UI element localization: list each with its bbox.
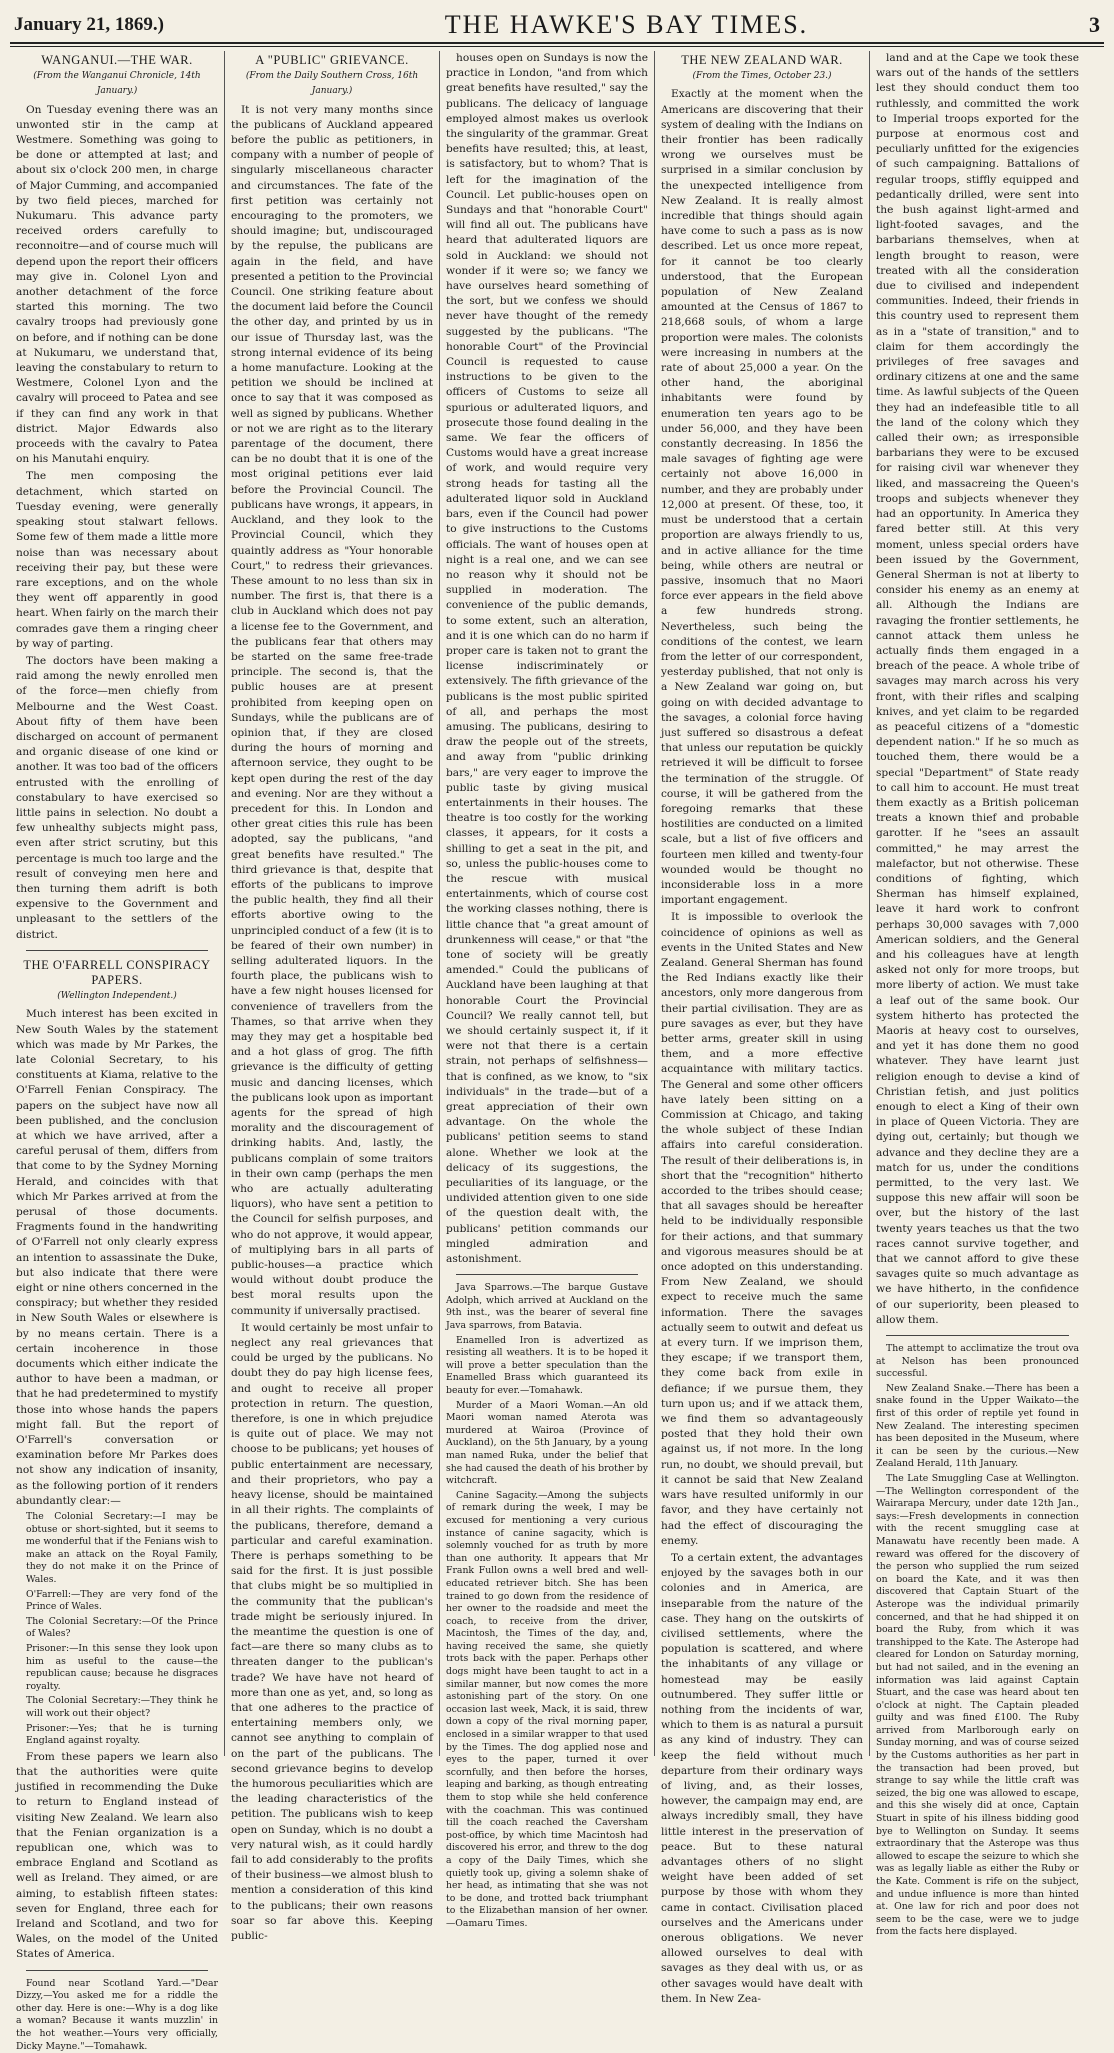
article-source: (Wellington Independent.): [57, 991, 177, 1002]
paragraph: The men composing the detachment, which started on Tuesday evening, were generally speaking stout stalwart fellows. Some few of them made a little more noise than was necessary about receiving their pay, but these were rare exceptions, and on the whole they went off apparently in good heart. When fairly on the march their comrades gave them a ringing cheer by way of parting.: [16, 470, 218, 650]
paragraph: Exactly at the moment when the Americans are discovering that their system of dealing with the Indians on their frontier has been radically wrong we ourselves must be surprised in a similar conclusion by the unexpected intelligence from New Zealand. It is really almost incredible that things should again have come to such a pass as is now described. Let us once more repeat, for it cannot be too clearly understood, that the European population of New Zealand amounted at the Census of 1867 to 218,668 souls, of whom a large proportion were males. The colonists were increasing in numbers at the rate of about 25,000 a year. On the other hand, the aboriginal inhabitants were found by enumeration ten years ago to be under 56,000, and they have been constantly decreasing. In 1856 the male savages of fighting age were certainly not above 16,000 in number, and they are probably under 12,000 at present. Of these, too, it must be understood that a certain proportion are always friendly to us, and in active alliance for the time being, while others are neutral or passive, insomuch that no Maori force ever appears in the field above a few hundreds strong. Nevertheless, such being the conditions of the contest, we learn from the letter of our correspondent, yesterday published, that not only is a New Zealand war going on, but going on with decided advantage to the savages, a colonial force having just suffered so disastrous a defeat that unless our reputation be quickly retrieved it will be difficult to forsee the termination of the struggle. Of course, it will be gathered from the foregoing remarks that these hostilities are conducted on a limited scale, but a list of five officers and fourteen men killed and twenty-four wounded would be thought no inconsiderable loss in a more important engagement.: [661, 88, 863, 907]
dialogue-line: The Colonial Secretary:—They think he will work out their object?: [26, 1695, 218, 1719]
article-headline: THE NEW ZEALAND WAR.: [681, 53, 843, 67]
news-item: New Zealand Snake.—There has been a snake found in the Upper Waikato—the first of this order of reptile yet found in New Zealand. The interesting specimen has been deposited in the Museum, where it can be seen by the curious.—New Zealand Herald, 11th January.: [876, 1382, 1079, 1470]
news-item: The attempt to acclimatize the trout ova at Nelson has been pronounced successful.: [876, 1343, 1079, 1380]
dialogue-line: O'Farrell:—They are very fond of the Prince of Wales.: [26, 1588, 218, 1613]
newspaper-title: THE HAWKE'S BAY TIMES.: [444, 10, 809, 39]
article-divider: [886, 1335, 1069, 1336]
dialogue-excerpt: [16, 1511, 218, 1748]
paragraph: It is impossible to overlook the coincidence of opinions as well as events in the United States and New Zealand. General Sherman has found the Red Indians exactly like their ancestors, only more dangerous from their partial civilisation. They are as pure savages as ever, but they have better arms, greater skill in using them, and a more effective acquaintance with military tactics. The General and some other officers have lately been sitting on a Commission at Chicago, and taking the whole subject of these Indian affairs into careful consideration. The result of their deliberations is, in short that the "recognition" hitherto accorded to the tribes should cease; that all savages should be hereafter held to be individually responsible for their actions, and that summary and vigorous measures should be at once adopted on this understanding. From New Zealand, we should expect to receive much the same information. There the savages actually seem to outwit and defeat us at every turn. If we imprison them, they escape; if we transport them, they come back from exile in defiance; if we pursue them, they turn upon us; and if we attack them, we find them so advantageously posted that they hold their own against us, if not more. In the long run, no doubt, we should prevail, but it cannot be said that New Zealand wars have resulted uniformly in our favor, and they have certainly not had the effect of discouraging the enemy.: [661, 911, 863, 1547]
news-item: Enamelled Iron is advertized as resisting all weathers. It is to be hoped it will prove a better speculation than the Enamelled Brass which guaranteed its beauty for ever.—Tomahawk.: [446, 1334, 648, 1396]
paragraph: It is not very many months since the publicans of Auckland appeared before the public as petitioners, in company with a number of people of singularly miscellaneous character and circumstances. The fate of the first petition was certainly not encouraging to the promoters, we should imagine; but, undiscouraged by the repulse, the publicans are again in the field, and have presented a petition to the Provincial Council. One striking feature about the document laid before the Council the other day, and printed by us in our issue of Thursday last, was the strong internal evidence of its being a home manufacture. Looking at the petition we should be inclined at once to say that it was composed as well as signed by publicans. Whether or not we are right as to the literary parentage of the document, there can be no doubt that it is one of the most original petitions ever laid before the Provincial Council. The publicans have wrongs, it appears, in Auckland, and they look to the Provincial Council, which they quaintly address as "Your honorable Court," to redress their grievances. These amount to no less than six in number. The first is, that there is a club in Auckland which does not pay a license fee to the Government, and the publicans fear that others may be started on the same free-trade principle. The second is, that the public houses are at present prohibited from keeping open on Sundays, while the publicans are of opinion that, if they are closed during the hours of morning and afternoon service, they ought to be kept open during the rest of the day and evening. Nor are they without a precedent for this. In London and other great cities this rule has been adopted, say the publicans, "and great benefits have resulted." The third grievance is that, despite that efforts of the publicans to improve the public health, they find all their efforts abortive owing to the unprincipled conduct of a few (it is to be feared of their own number) in selling adulterated liquors. In the fourth place, the publicans wish to have a few night houses licensed for convenience of travellers from the Thames, so that arrive when they may they may get a hospitable bed and a hot glass of grog. The fifth grievance is the difficulty of getting music and dancing licenses, which the publicans look upon as important agents for the spread of high morality and the discouragement of drinking habits. And, lastly, the publicans complain of some traitors in their own camp (perhaps the men who are actually adulterating liquors), who have sent a petition to the Council for selfish purposes, and who do not approve, it would appear, of multiplying bars in all parts of public-houses—a practice which would without doubt produce the best moral results upon the community if universally practised.: [231, 103, 433, 1317]
article-headline: WANGANUI.—THE WAR.: [41, 53, 193, 67]
columns: [10, 51, 1104, 2052]
paragraph: The doctors have been making a raid among the newly enrolled men of the force—men chiefly from Melbourne and the West Coast. About fifty of them have been discharged on account of permanent and organic disease of one kind or another. It was too bad of the officers entrusted with the enrolling of constabulary to have exercised so little pains in selection. No doubt a few unhealthy subjects might pass, even after strict scrutiny, but this percentage is much too large and the result of conveying men here and then turning them adrift is both expensive to the Government and unpleasant to the settlers of the district.: [16, 654, 218, 941]
column-1: [10, 51, 225, 2052]
article-source: (From the Times, October 23.): [692, 71, 832, 82]
column-2: [225, 51, 440, 1942]
issue-date: January 21, 1869.): [14, 14, 164, 35]
news-item: Canine Sagacity.—Among the subjects of remark during the week, I may be excused for mentioning a very curious instance of canine sagacity, which is solemnly vouched for as truth by more than one authority. It appears that Mr Frank Fullon owns a well bred and well-educated retriever bitch. She has been trained to go down from the residence of her owner to the roadside and meet the coach, to receive from the driver, Macintosh, the Times of the day, and, having received the same, she quietly trots back with the paper. Perhaps other dogs might have been taught to act in a similar manner, but now comes the more astonishing part of the story. On one occasion last week, Mack, it is said, threw down a copy of the rival morning paper, enclosed in a similar wrapper to that used by the Times. The dog applied nose and eyes to the paper, turned it over scornfully, and then before the horses, leaping and barking, as though entreating them to stop while she held conference with the coachman. This was continued till the coach reached the Caversham post-office, by which time Macintosh had discovered his error, and threw to the dog a copy of the Daily Times, which she quietly took up, giving a solemn shake of her head, as intimating that she was not to be done, and trotted back triumphant to the Elizabethan mansion of her owner.—Oamaru Times.: [446, 1489, 648, 1929]
article-headline: THE O'FARRELL CONSPIRACY PAPERS.: [23, 957, 211, 987]
article-headline: A "PUBLIC" GRIEVANCE.: [255, 53, 409, 67]
article-source: (From the Daily Southern Cross, 16th January.): [245, 71, 419, 97]
dialogue-line: The Colonial Secretary:—Of the Prince of Wales?: [26, 1615, 218, 1640]
masthead-rule: [10, 46, 1104, 47]
column-5: [870, 51, 1085, 1938]
page-number: 3: [1089, 12, 1100, 37]
news-item: Murder of a Maori Woman.—An old Maori woman named Aterota was murdered at Wairoa (Province of Auckland), on the 5th January, by a young man named Ruka, under the belief that she had caused the death of his brother by witchcraft.: [446, 1399, 648, 1487]
paragraph: land and at the Cape we took these wars out of the hands of the settlers lest they should conduct them too ruthlessly, and committed the work to Imperial troops exported for the purpose at enormous cost and peculiarly unfitted for the exigencies of such campaigning. Battalions of regular troops, stiffly equipped and pedantically drilled, were sent into the bush against light-armed and light-footed savages, and the barbarians themselves, when at length brought to reason, were treated with all the consideration due to civilised and independent communities. Indeed, their friends in this country used to represent them as in a "state of transition," and to claim for them accordingly the privileges of free savages and ordinary citizens at one and the same time. As lawful subjects of the Queen they had an indefeasible title to all the land of the colony which they called their own; as irresponsible barbarians they were to be excused for raising civil war whenever they liked, and massacreing the Queen's troops and subjects whenever they had an opportunity. In America they fared better still. At this very moment, unless special orders have been issued by the Government, General Sherman is not at liberty to consider his enemy as an enemy at all. Although the Indians are ravaging the frontier settlements, he cannot attack them unless he actually finds them engaged in a breach of the peace. A whole tribe of savages may march across his very front, with their rifles and scalping knives, and yet claim to be regarded as peaceful citizens of a "domestic dependent nation." If he so much as touched them, there would be a special "Department" of State ready to call him to account. He must treat them exactly as a British policeman treats a known thief and probable garotter. If he "sees an assault committed," he may arrest the malefactor, but not otherwise. These conditions of fighting, which Sherman has himself explained, leave it hard work to confront perhaps 30,000 savages with 7,000 American soldiers, and the General and his colleagues have at length asked not only for more troops, but more liberty of action. We must take a leaf out of the same book. Our system hitherto has protected the Maoris at heavy cost to ourselves, and yet it has done them no good whatever. They have learnt just religion enough to devise a kind of Christian fetish, and just politics enough to elect a King of their own in place of Queen Victoria. They are dying out, certainly; but though we advance and they decline they are a match for us, under the conditions permitted, to the very last. We suppose this new affair will soon be over, but the history of the last twenty years teaches us that the two races cannot survive together, and that we cannot afford to give these savages quite so much advantage as we have hitherto, in the confidence of our superiority, been pleased to allow them.: [876, 52, 1079, 1326]
paragraph: To a certain extent, the advantages enjoyed by the savages both in our colonies and in America, are inseparable from the nature of the case. They hang on the outskirts of civilised settlements, where the population is scattered, and where the inhabitants of any village or homestead may be easily outnumbered. They suffer little or nothing from the incidents of war, which to them is as natural a pursuit as any kind of industry. They can keep the field without much departure from their ordinary ways of living, and, as their losses, however, the campaign may end, are always incredibly small, they have little interest in the preservation of peace. But to these natural advantages others of no slight weight have been added of set purpose by those with whom they came in contact. Civilisation placed ourselves and the Americans under onerous obligations. We never allowed ourselves to deal with savages as they deal with us, or as other savages would have dealt with them. In New Zea-: [661, 1551, 863, 2005]
dialogue-line: The Colonial Secretary:—I may be obtuse or short-sighted, but it seems to me wonderful that if the Fenians wish to make an attack on the Royal Family, they do not make it on the Prince of Wales.: [26, 1511, 218, 1586]
news-item: Java Sparrows.—The barque Gustave Adolph, which arrived at Auckland on the 9th inst., was the bearer of several fine Java sparrows, from Batavia.: [446, 1282, 648, 1332]
masthead: [10, 8, 1104, 44]
article-divider: [26, 1970, 208, 1971]
paragraph: It would certainly be most unfair to neglect any real grievances that could be urged by the publicans. No doubt they do pay high license fees, and ought to receive all proper protection in return. The question, therefore, is one in which prejudice is quite out of place. We may not choose to be publicans; yet houses of public entertainment are necessary, and their proprietors, who pay a heavy license, should be maintained in all their rights. The complaints of the publicans, therefore, demand a particular and careful examination. There is perhaps something to be said for the first. It is just possible that clubs might be so multiplied in the community that the publican's trade might be seriously injured. In the meantime the question is one of fact—are there so many clubs as to threaten danger to the publican's trade? We have have not heard of more than one as yet, and, so long as that one adheres to the practice of entertaining members only, we cannot see anything to complain of on the part of the publicans. The second grievance begins to develop the humorous peculiarities which are the leading characteristics of the petition. The publicans wish to keep open on Sunday, which is no doubt a very natural wish, as it could hardly fail to add considerably to the profits of their business—we almost blush to mention a consideration of this kind to the publicans; their own reasons soar so far above this. Keeping public-: [231, 1321, 433, 1942]
article-divider: [456, 1274, 638, 1275]
column-4: [655, 51, 870, 2005]
paragraph: From these papers we learn also that the authorities were quite justified in recommending the Duke to return to England instead of visiting New Zealand. We learn also that the Fenian organization is a republican one, which was to embrace England and Scotland as well as Ireland. They aimed, or are aiming, to establish fifteen states: seven for England, three each for Ireland and Scotland, and two for Wales, on the model of the United States of America.: [16, 1750, 218, 1961]
dialogue-line: Prisoner:—In this sense they look upon him as useful to the cause—the republican cause; because he disgraces royalty.: [26, 1643, 218, 1692]
column-3: [440, 51, 655, 1929]
news-item: Found near Scotland Yard.—"Dear Dizzy,—You asked me for a riddle the other day. Here is one:—Why is a dog like a woman? Because it wants muzzlin' in the hot weather.—Yours very officially, Dicky Mayne."—Tomahawk.: [16, 1977, 218, 2052]
article-divider: [26, 950, 208, 951]
dialogue-line: Prisoner:—Yes; that he is turning England against royalty.: [26, 1722, 218, 1747]
paragraph: On Tuesday evening there was an unwonted stir in the camp at Westmere. Something was going to be done or attempted at last; and about six o'clock 200 men, in charge of Major Cumming, and accompanied by two field pieces, marched for Nukumaru. This advance party received orders carefully to reconnoitre—and of course much will depend upon the report their officers may give in. Colonel Lyon and another detachment of the force started this morning. The two cavalry troops had previously gone on before, and if nothing can be done at Nukumaru, we understand that, leaving the constabulary to return to Westmere, Colonel Lyon and the cavalry will proceed to Patea and see if they can find any work in that district. Major Edwards also proceeds with the cavalry to Patea on his Manutahi enquiry.: [16, 103, 218, 466]
paragraph: Much interest has been excited in New South Wales by the statement which was made by Mr Parkes, the late Colonial Secretary, to his constituents at Kiama, relative to the O'Farrell Fenian Conspiracy. The papers on the subject have now all been published, and the conclusion at which we have arrived, after a careful perusal of them, differs from that come to by the Sydney Morning Herald, and coincides with that which Mr Parkes arrived at from the perusal of those documents. Fragments found in the handwriting of O'Farrell not only clearly express an intention to assassinate the Duke, but also indicate that there were eight or nine others concerned in the conspiracy; but whether they resided in New South Wales or elsewhere is by no means certain. There is a certain incoherence in those documents which either indicate the author to have been a madman, or that he had predetermined to mystify those into whose hands the papers might fall. But the report of O'Farrell's conversation or examination before Mr Parkes does not show any indication of insanity, as the following portion of it renders abundantly clear:—: [16, 1008, 218, 1507]
article-source: (From the Wanganui Chronicle, 14th January.): [33, 71, 201, 97]
paragraph: houses open on Sundays is now the practice in London, "and from which great benefits have resulted," say the publicans. The delicacy of language employed almost makes us overlook the singularity of the grammar. Great benefits have resulted; this, at least, is satisfactory, but to whom? That is left for the imagination of the Council. Let public-houses open on Sundays and that "honorable Court" will find all out. The publicans have heard that adulterated liquors are sold in Auckland: we should not wonder if it were so; we fancy we have ourselves heard something of the sort, but we confess we should never have thought of the remedy suggested by the publicans. "The honorable Court" of the Provincial Council is requested to cause instructions to be given to the officers of Customs to seize all spurious or adulterated liquors, and prosecute those found dealing in the same. We fear the officers of Customs would have a great increase of work, and would require very strong heads for tasting all the adulterated liquor sold in Auckland bars, even if the Council had power to give instructions to the Customs officials. The want of houses open at night is a real one, and we can see no reason why it should not be supplied in moderation. The convenience of the public demands, to some extent, such an alteration, and it is one which can do no harm if proper care is taken not to grant the license indiscriminately or extensively. The fifth grievance of the publicans is the most public spirited of all, and perhaps the most amusing. The publicans, desiring to draw the people out of the streets, and away from "public drinking bars," are very eager to improve the public taste by giving musical entertainments in their houses. The theatre is too costly for the working classes, it appears, for it costs a shilling to get a seat in the pit, and so, unless the public-houses come to the rescue with musical entertainments, which of course cost the working classes nothing, there is little chance that "a great amount of drunkenness will cease," or that "the tone of society will be greatly amended." Could the publicans of Auckland have been laughing at that honorable Court the Provincial Council? We really cannot tell, but we should certainly suspect it, if it were not that there is a certain strain, not perhaps of selfishness—that is confined, as we know, to "six individuals" in the trade—but of a great appreciation of their own advantage. On the whole the publicans' petition seems to stand alone. Whether we look at the delicacy of its suggestions, the peculiarities of its language, or the undivided attention given to one side of the question dealt with, the publicans' petition commands our mingled admiration and astonishment.: [446, 52, 648, 1266]
news-item: The Late Smuggling Case at Wellington.—The Wellington correspondent of the Wairarapa Mercury, under date 12th Jan., says:—Fresh developments in connection with the recent smuggling case at Manawatu have recently been made. A reward was offered for the discovery of the person who supplied the rum seized on board the Kate, and it was then discovered that Captain Stuart of the Asterope was the individual primarily concerned, and that he had shipped it on board the Ruby, from which it was transhipped to the Kate. The Asterope had cleared for London on Saturday morning, but had not sailed, and in the evening an information was laid against Captain Stuart, and the case was heard about ten o'clock at night. The Captain pleaded guilty and was fined £100. The Ruby arrived from Marlborough early on Sunday morning, and was of course seized by the Customs authorities as her part in the transaction had been proved, but strange to say while the little craft was seized, the big one was allowed to escape, and this she wisely did at once, Captain Stuart in spite of his illness bidding good bye to Wellington on Sunday. It seems extraordinary that the Asterope was thus allowed to escape the seizure to which she was as legally liable as either the Ruby or the Kate. Comment is rife on the subject, and undue influence is more than hinted at. One law for rich and poor does not seem to be the case, were we to judge from the facts here displayed.: [876, 1473, 1079, 1938]
